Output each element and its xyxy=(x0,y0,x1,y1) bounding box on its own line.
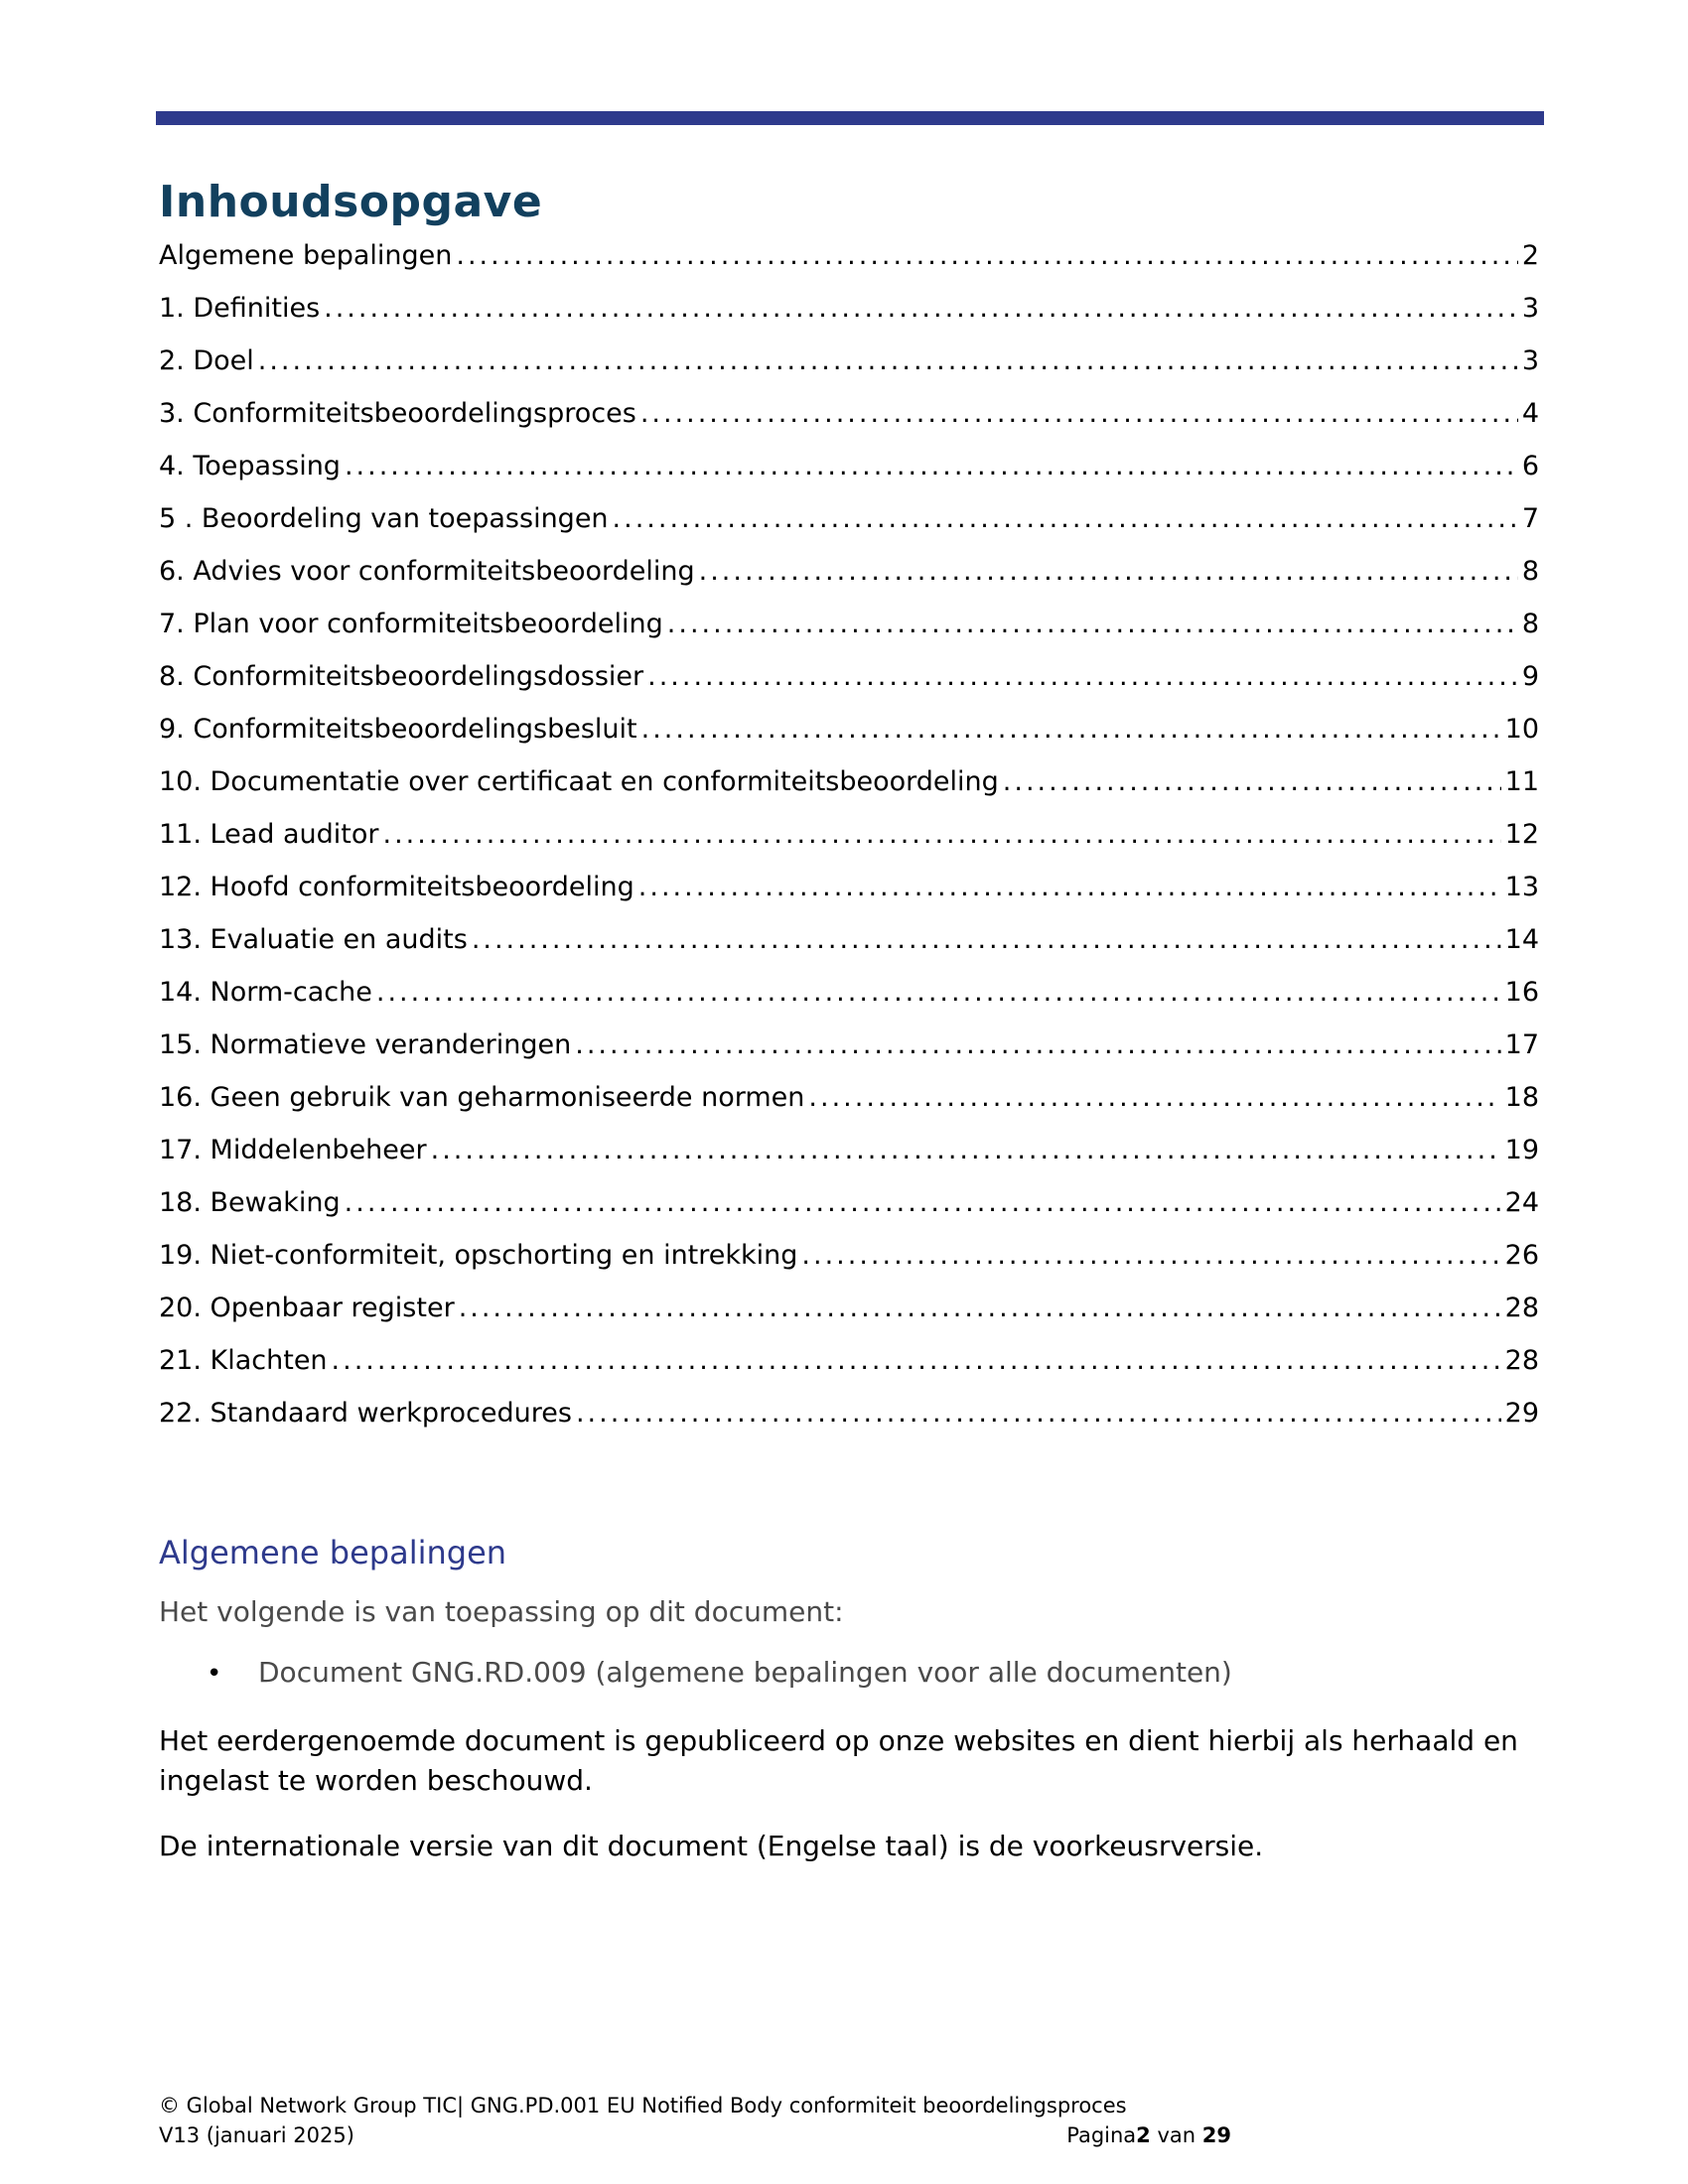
toc-entry-doel[interactable] xyxy=(159,339,1539,391)
toc-entry-label: 7. Plan voor conformiteitsbeoordeling xyxy=(159,609,663,639)
body-paragraph: Het eerdergenoemde document is gepubliceerd op onze websites en dient hierbij als herhaald en ingelast te worden beschouwd. xyxy=(159,1724,1518,1797)
table-of-contents xyxy=(159,233,1539,1443)
toc-entry-normatieve-veranderingen[interactable] xyxy=(159,1023,1539,1075)
toc-dot-leader xyxy=(699,549,1518,595)
page-footer xyxy=(159,2091,1231,2150)
toc-entry-page: 14 xyxy=(1504,924,1539,955)
toc-dot-leader xyxy=(332,1338,1501,1384)
bullet-text: Document GNG.RD.009 (algemene bepalingen voor alle documenten) xyxy=(258,1656,1232,1689)
toc-entry-page: 12 xyxy=(1504,819,1539,850)
toc-dot-leader xyxy=(576,1391,1501,1436)
toc-entry-documentatie[interactable] xyxy=(159,759,1539,812)
toc-dot-leader xyxy=(647,654,1518,700)
footer-page-prefix: Pagina xyxy=(1066,2123,1137,2147)
toc-entry-page: 9 xyxy=(1521,661,1539,692)
toc-entry-dossier[interactable] xyxy=(159,654,1539,707)
toc-dot-leader xyxy=(638,865,1501,910)
toc-entry-page: 26 xyxy=(1504,1240,1539,1271)
toc-entry-definities[interactable] xyxy=(159,286,1539,339)
toc-entry-plan[interactable] xyxy=(159,602,1539,654)
toc-entry-lead-auditor[interactable] xyxy=(159,812,1539,865)
toc-entry-page: 10 xyxy=(1504,714,1539,745)
toc-entry-label: 8. Conformiteitsbeoordelingsdossier xyxy=(159,661,644,692)
toc-dot-leader xyxy=(324,286,1518,332)
toc-entry-label: 9. Conformiteitsbeoordelingsbesluit xyxy=(159,714,637,745)
toc-entry-label: 4. Toepassing xyxy=(159,451,341,481)
bullet-list xyxy=(159,1656,1232,1689)
toc-entry-label: 1. Definities xyxy=(159,293,321,324)
section-heading: Algemene bepalingen xyxy=(159,1534,507,1571)
toc-entry-label: 16. Geen gebruik van geharmoniseerde normen xyxy=(159,1082,805,1113)
toc-entry-page: 3 xyxy=(1521,345,1539,376)
toc-entry-page: 16 xyxy=(1504,977,1539,1008)
toc-entry-middelenbeheer[interactable] xyxy=(159,1128,1539,1180)
toc-dot-leader xyxy=(472,917,1501,963)
toc-dot-leader xyxy=(808,1075,1500,1121)
footer-page-number xyxy=(1066,2120,1231,2150)
toc-entry-page: 7 xyxy=(1521,503,1539,534)
toc-entry-page: 28 xyxy=(1504,1345,1539,1376)
toc-entry-standaard-werkprocedures[interactable] xyxy=(159,1391,1539,1443)
toc-dot-leader xyxy=(258,339,1518,384)
toc-entry-klachten[interactable] xyxy=(159,1338,1539,1391)
toc-dot-leader xyxy=(459,1286,1501,1331)
footer-page-middle: van xyxy=(1150,2123,1202,2147)
toc-entry-advies[interactable] xyxy=(159,549,1539,602)
toc-entry-beoordeling-van-toepassingen[interactable] xyxy=(159,496,1539,549)
toc-dot-leader xyxy=(640,391,1518,437)
toc-entry-page: 18 xyxy=(1504,1082,1539,1113)
toc-entry-page: 3 xyxy=(1521,293,1539,324)
toc-entry-hoofd[interactable] xyxy=(159,865,1539,917)
toc-entry-label: 15. Normatieve veranderingen xyxy=(159,1029,572,1060)
toc-entry-conformiteitsbeoordelingsproces[interactable] xyxy=(159,391,1539,444)
toc-entry-page: 17 xyxy=(1504,1029,1539,1060)
toc-dot-leader xyxy=(641,707,1501,752)
intro-paragraph: Het volgende is van toepassing op dit document: xyxy=(159,1595,844,1628)
toc-entry-label: 12. Hoofd conformiteitsbeoordeling xyxy=(159,872,634,902)
toc-entry-label: 13. Evaluatie en audits xyxy=(159,924,468,955)
bullet-icon: • xyxy=(207,1659,222,1689)
toc-entry-page: 13 xyxy=(1504,872,1539,902)
toc-entry-label: 5 . Beoordeling van toepassingen xyxy=(159,503,609,534)
toc-entry-page: 19 xyxy=(1504,1135,1539,1165)
footer-version: V13 (januari 2025) xyxy=(159,2123,354,2147)
toc-entry-page: 8 xyxy=(1521,556,1539,587)
toc-entry-page: 6 xyxy=(1521,451,1539,481)
toc-dot-leader xyxy=(801,1233,1500,1279)
toc-entry-page: 2 xyxy=(1521,240,1539,271)
toc-entry-algemene-bepalingen[interactable] xyxy=(159,233,1539,286)
toc-dot-leader xyxy=(456,233,1517,279)
toc-dot-leader xyxy=(667,602,1518,647)
toc-entry-label: 21. Klachten xyxy=(159,1345,328,1376)
toc-dot-leader xyxy=(575,1023,1500,1068)
toc-entry-label: 22. Standaard werkprocedures xyxy=(159,1398,572,1429)
toc-entry-page: 24 xyxy=(1504,1187,1539,1218)
toc-entry-label: 20. Openbaar register xyxy=(159,1293,455,1323)
toc-entry-openbaar-register[interactable] xyxy=(159,1286,1539,1338)
toc-entry-label: 18. Bewaking xyxy=(159,1187,341,1218)
footer-page-current: 2 xyxy=(1136,2123,1151,2147)
toc-dot-leader xyxy=(345,1180,1501,1226)
toc-title: Inhoudsopgave xyxy=(159,177,543,227)
toc-entry-evaluatie[interactable] xyxy=(159,917,1539,970)
toc-entry-label: 6. Advies voor conformiteitsbeoordeling xyxy=(159,556,695,587)
toc-entry-label: 14. Norm-cache xyxy=(159,977,372,1008)
list-item xyxy=(159,1656,1232,1689)
toc-entry-niet-conformiteit[interactable] xyxy=(159,1233,1539,1286)
body-paragraph: De internationale versie van dit document (Engelse taal) is de voorkeusrversie. xyxy=(159,1830,1264,1862)
toc-dot-leader xyxy=(345,444,1518,489)
footer-copyright: © Global Network Group TIC| GNG.PD.001 EU Notified Body conformiteit beoordelingsproces xyxy=(159,2094,1127,2117)
toc-entry-toepassing[interactable] xyxy=(159,444,1539,496)
toc-entry-bewaking[interactable] xyxy=(159,1180,1539,1233)
toc-entry-geen-gebruik[interactable] xyxy=(159,1075,1539,1128)
footer-page-total: 29 xyxy=(1201,2123,1231,2147)
toc-entry-label: 11. Lead auditor xyxy=(159,819,379,850)
toc-dot-leader xyxy=(376,970,1501,1016)
toc-entry-besluit[interactable] xyxy=(159,707,1539,759)
toc-entry-page: 11 xyxy=(1504,766,1539,797)
toc-entry-page: 8 xyxy=(1521,609,1539,639)
toc-entry-label: 17. Middelenbeheer xyxy=(159,1135,427,1165)
toc-dot-leader xyxy=(613,496,1518,542)
toc-entry-label: 19. Niet-conformiteit, opschorting en intrekking xyxy=(159,1240,798,1271)
header-rule xyxy=(156,111,1544,125)
toc-entry-label: Algemene bepalingen xyxy=(159,240,453,271)
toc-entry-label: 10. Documentatie over certificaat en conformiteitsbeoordeling xyxy=(159,766,999,797)
toc-entry-label: 3. Conformiteitsbeoordelingsproces xyxy=(159,398,636,429)
toc-entry-page: 29 xyxy=(1504,1398,1539,1429)
toc-entry-norm-cache[interactable] xyxy=(159,970,1539,1023)
toc-dot-leader xyxy=(431,1128,1501,1173)
toc-entry-page: 4 xyxy=(1521,398,1539,429)
toc-dot-leader xyxy=(1003,759,1501,805)
toc-entry-label: 2. Doel xyxy=(159,345,254,376)
toc-dot-leader xyxy=(382,812,1500,858)
toc-entry-page: 28 xyxy=(1504,1293,1539,1323)
